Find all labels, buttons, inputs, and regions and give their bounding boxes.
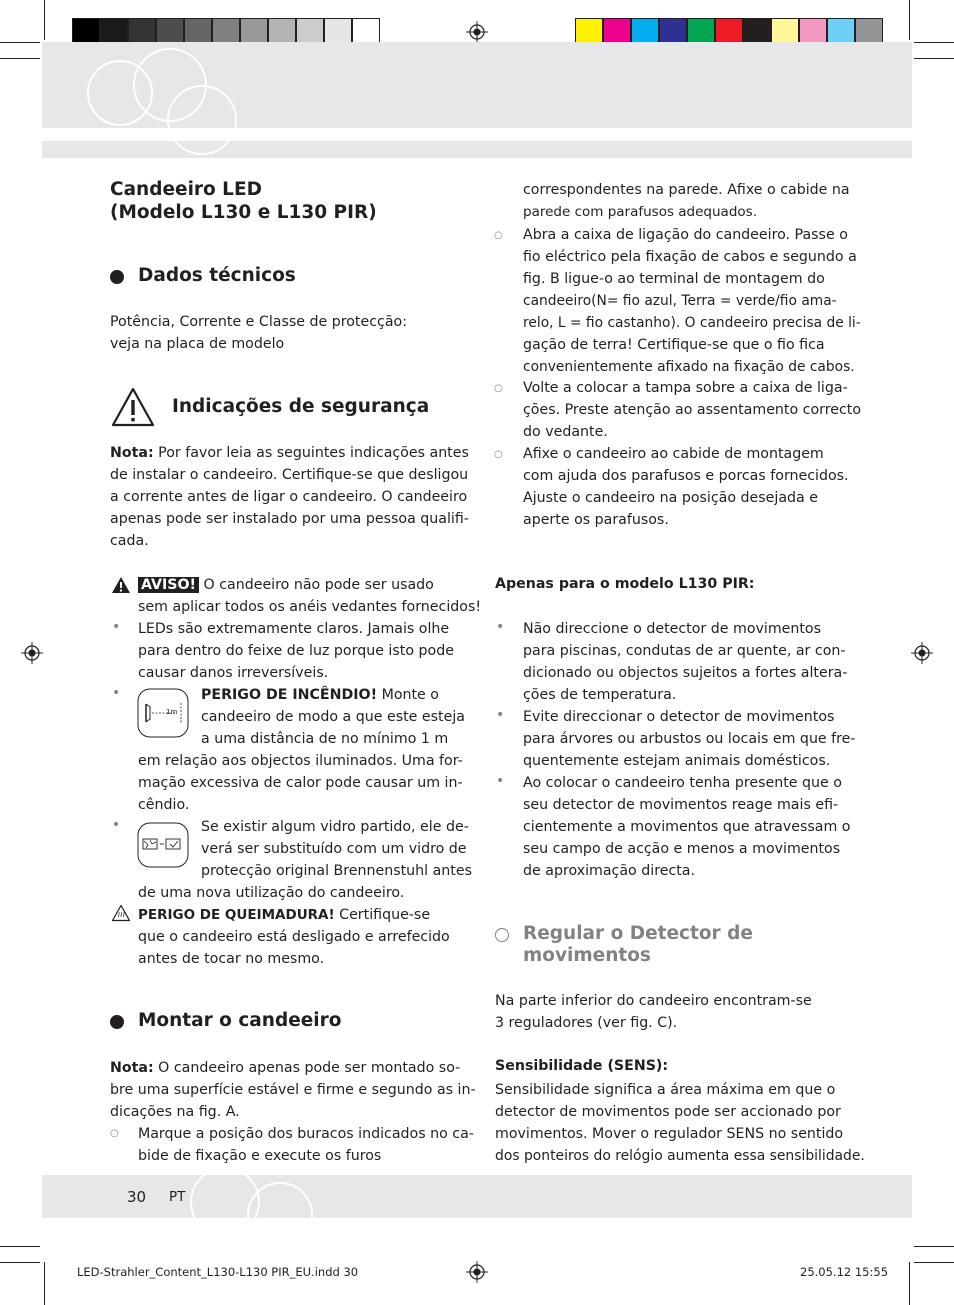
fire-warning-bottom: em relação aos objectos iluminados. Uma for- mação excessiva de calor pode causar um in- cêndio. (138, 753, 463, 813)
tech-data-text: Potência, Corrente e Classe de protecção: veja na placa de modelo (110, 314, 407, 352)
step-marker: ○ (110, 1128, 119, 1139)
mount-step-mark: Marque a posição dos buracos indicados no ca- bide de fixação e execute os furos (138, 1126, 474, 1164)
burn-warning: PERIGO DE QUEIMADURA! Certifique-se que o candeeiro está desligado e arrefecido antes de tocar no mesmo. (138, 907, 450, 967)
distance-1m-icon (137, 688, 189, 738)
slug-date: 25.05.12 15:55 (800, 1265, 889, 1279)
mount-step-lid: Volte a colocar a tampa sobre a caixa de liga- ções. Preste atenção ao assentamento correcto do vedante. (523, 380, 862, 440)
section-bullet-icon (110, 1015, 124, 1029)
registration-mark-icon (21, 642, 43, 664)
section-bullet-icon (110, 270, 124, 284)
aviso-badge: AVISO! (138, 577, 199, 593)
step-marker: ○ (494, 449, 503, 460)
broken-glass-icon (137, 822, 189, 868)
slug-filename: LED-Strahler_Content_L130-L130 PIR_EU.indd 30 (77, 1265, 359, 1279)
sensitivity-text: Sensibilidade significa a área máxima em que o detector de movimentos pode ser accionado por movimentos. Mover o regulador SENS no sentido dos ponteiros do relógio aumenta essa sensibilidade. (495, 1082, 865, 1164)
led-warning: LEDs são extremamente claros. Jamais olhe para dentro do feixe de luz porque isto pode causar danos irreversíveis. (138, 621, 454, 681)
list-bullet: • (112, 817, 121, 833)
decorative-circles-icon (180, 1160, 320, 1220)
safety-note: Nota: Por favor leia as seguintes indicações antes de instalar o candeeiro. Certifique-se que desligou a corrente antes de ligar o candeeiro. O candeeiro apenas pode ser instalado por uma pessoa qualifi- cada. (110, 445, 469, 549)
distance-1m-label: 1m (166, 708, 178, 716)
aviso-text: AVISO! O candeeiro não pode ser usado sem aplicar todos os anéis vedantes fornecidos! (138, 577, 482, 615)
glass-warning-top: Se existir algum vidro partido, ele de- verá ser substituído com um vidro de protecção original Brennenstuhl antes (201, 819, 472, 879)
mount-step-mark-continued: correspondentes na parede. Afixe o cabide na parede com parafusos adequados. (523, 182, 850, 220)
list-bullet: • (112, 685, 121, 701)
decorative-circles-icon (80, 45, 250, 160)
page-number: 30 (127, 1188, 147, 1206)
registration-mark-icon (466, 21, 488, 43)
glass-warning-bottom: de uma nova utilização do candeeiro. (138, 885, 405, 901)
mount-step-fix: Afixe o candeeiro ao cabide de montagem com ajuda dos parafusos e porcas fornecidos. Ajuste o candeeiro na posição desejada e aperte os parafusos. (523, 446, 849, 528)
step-marker: ○ (494, 230, 503, 241)
sensitivity-heading: Sensibilidade (SENS): (495, 1058, 669, 1074)
list-bullet: • (496, 619, 505, 635)
pir-item-1: Não direccione o detector de movimentos para piscinas, condutas de ar quente, ar con- dicionado ou objectos sujeitos a fortes altera- ções de temperatura. (523, 621, 848, 703)
list-bullet: • (496, 773, 505, 789)
regulators-text: Na parte inferior do candeeiro encontram-se 3 reguladores (ver fig. C). (495, 993, 812, 1031)
registration-mark-icon (911, 642, 933, 664)
registration-mark-icon (466, 1261, 488, 1283)
subsection-ring-icon (495, 928, 509, 942)
detector-adjust-heading: Regular o Detector de movimentos (523, 923, 753, 966)
warning-small-icon (111, 576, 131, 594)
safety-heading: Indicações de segurança (172, 396, 430, 417)
mount-step-open: Abra a caixa de ligação do candeeiro. Passe o fio eléctrico pela fixação de cabos e segundo a fig. B ligue-o ao terminal de montagem do candeeiro(N= fio azul, Terra = verde/fio ama- relo, L = fio castanho). O candeeiro precisa de li- gação de terra! Certifique-se que o fio fica convenientemente afixado na fixação de cabos. (523, 227, 861, 375)
hot-surface-icon (111, 904, 131, 922)
pir-heading: Apenas para o modelo L130 PIR: (495, 576, 755, 592)
warning-triangle-icon (110, 386, 156, 428)
mount-note: Nota: O candeeiro apenas pode ser montado so- bre uma superfície estável e firme e segundo as in- dicações na fig. A. (110, 1060, 476, 1120)
page-title: Candeeiro LED (Modelo L130 e L130 PIR) (110, 179, 377, 223)
step-marker: ○ (494, 383, 503, 394)
mount-heading: Montar o candeeiro (138, 1010, 342, 1031)
tech-data-heading: Dados técnicos (138, 265, 296, 286)
language-code: PT (169, 1189, 186, 1205)
fire-warning-top: PERIGO DE INCÊNDIO! Monte o candeeiro de modo a que este esteja a uma distância de no mínimo 1 m (201, 687, 465, 747)
list-bullet: • (496, 707, 505, 723)
list-bullet: • (112, 619, 121, 635)
pir-item-2: Evite direccionar o detector de movimentos para árvores ou arbustos ou locais em que fre- quentemente estejam animais domésticos. (523, 709, 856, 769)
pir-item-3: Ao colocar o candeeiro tenha presente que o seu detector de movimentos reage mais efi- cientemente a movimentos que atravessam o seu campo de acção e menos a movimentos de aproximação directa. (523, 775, 851, 879)
